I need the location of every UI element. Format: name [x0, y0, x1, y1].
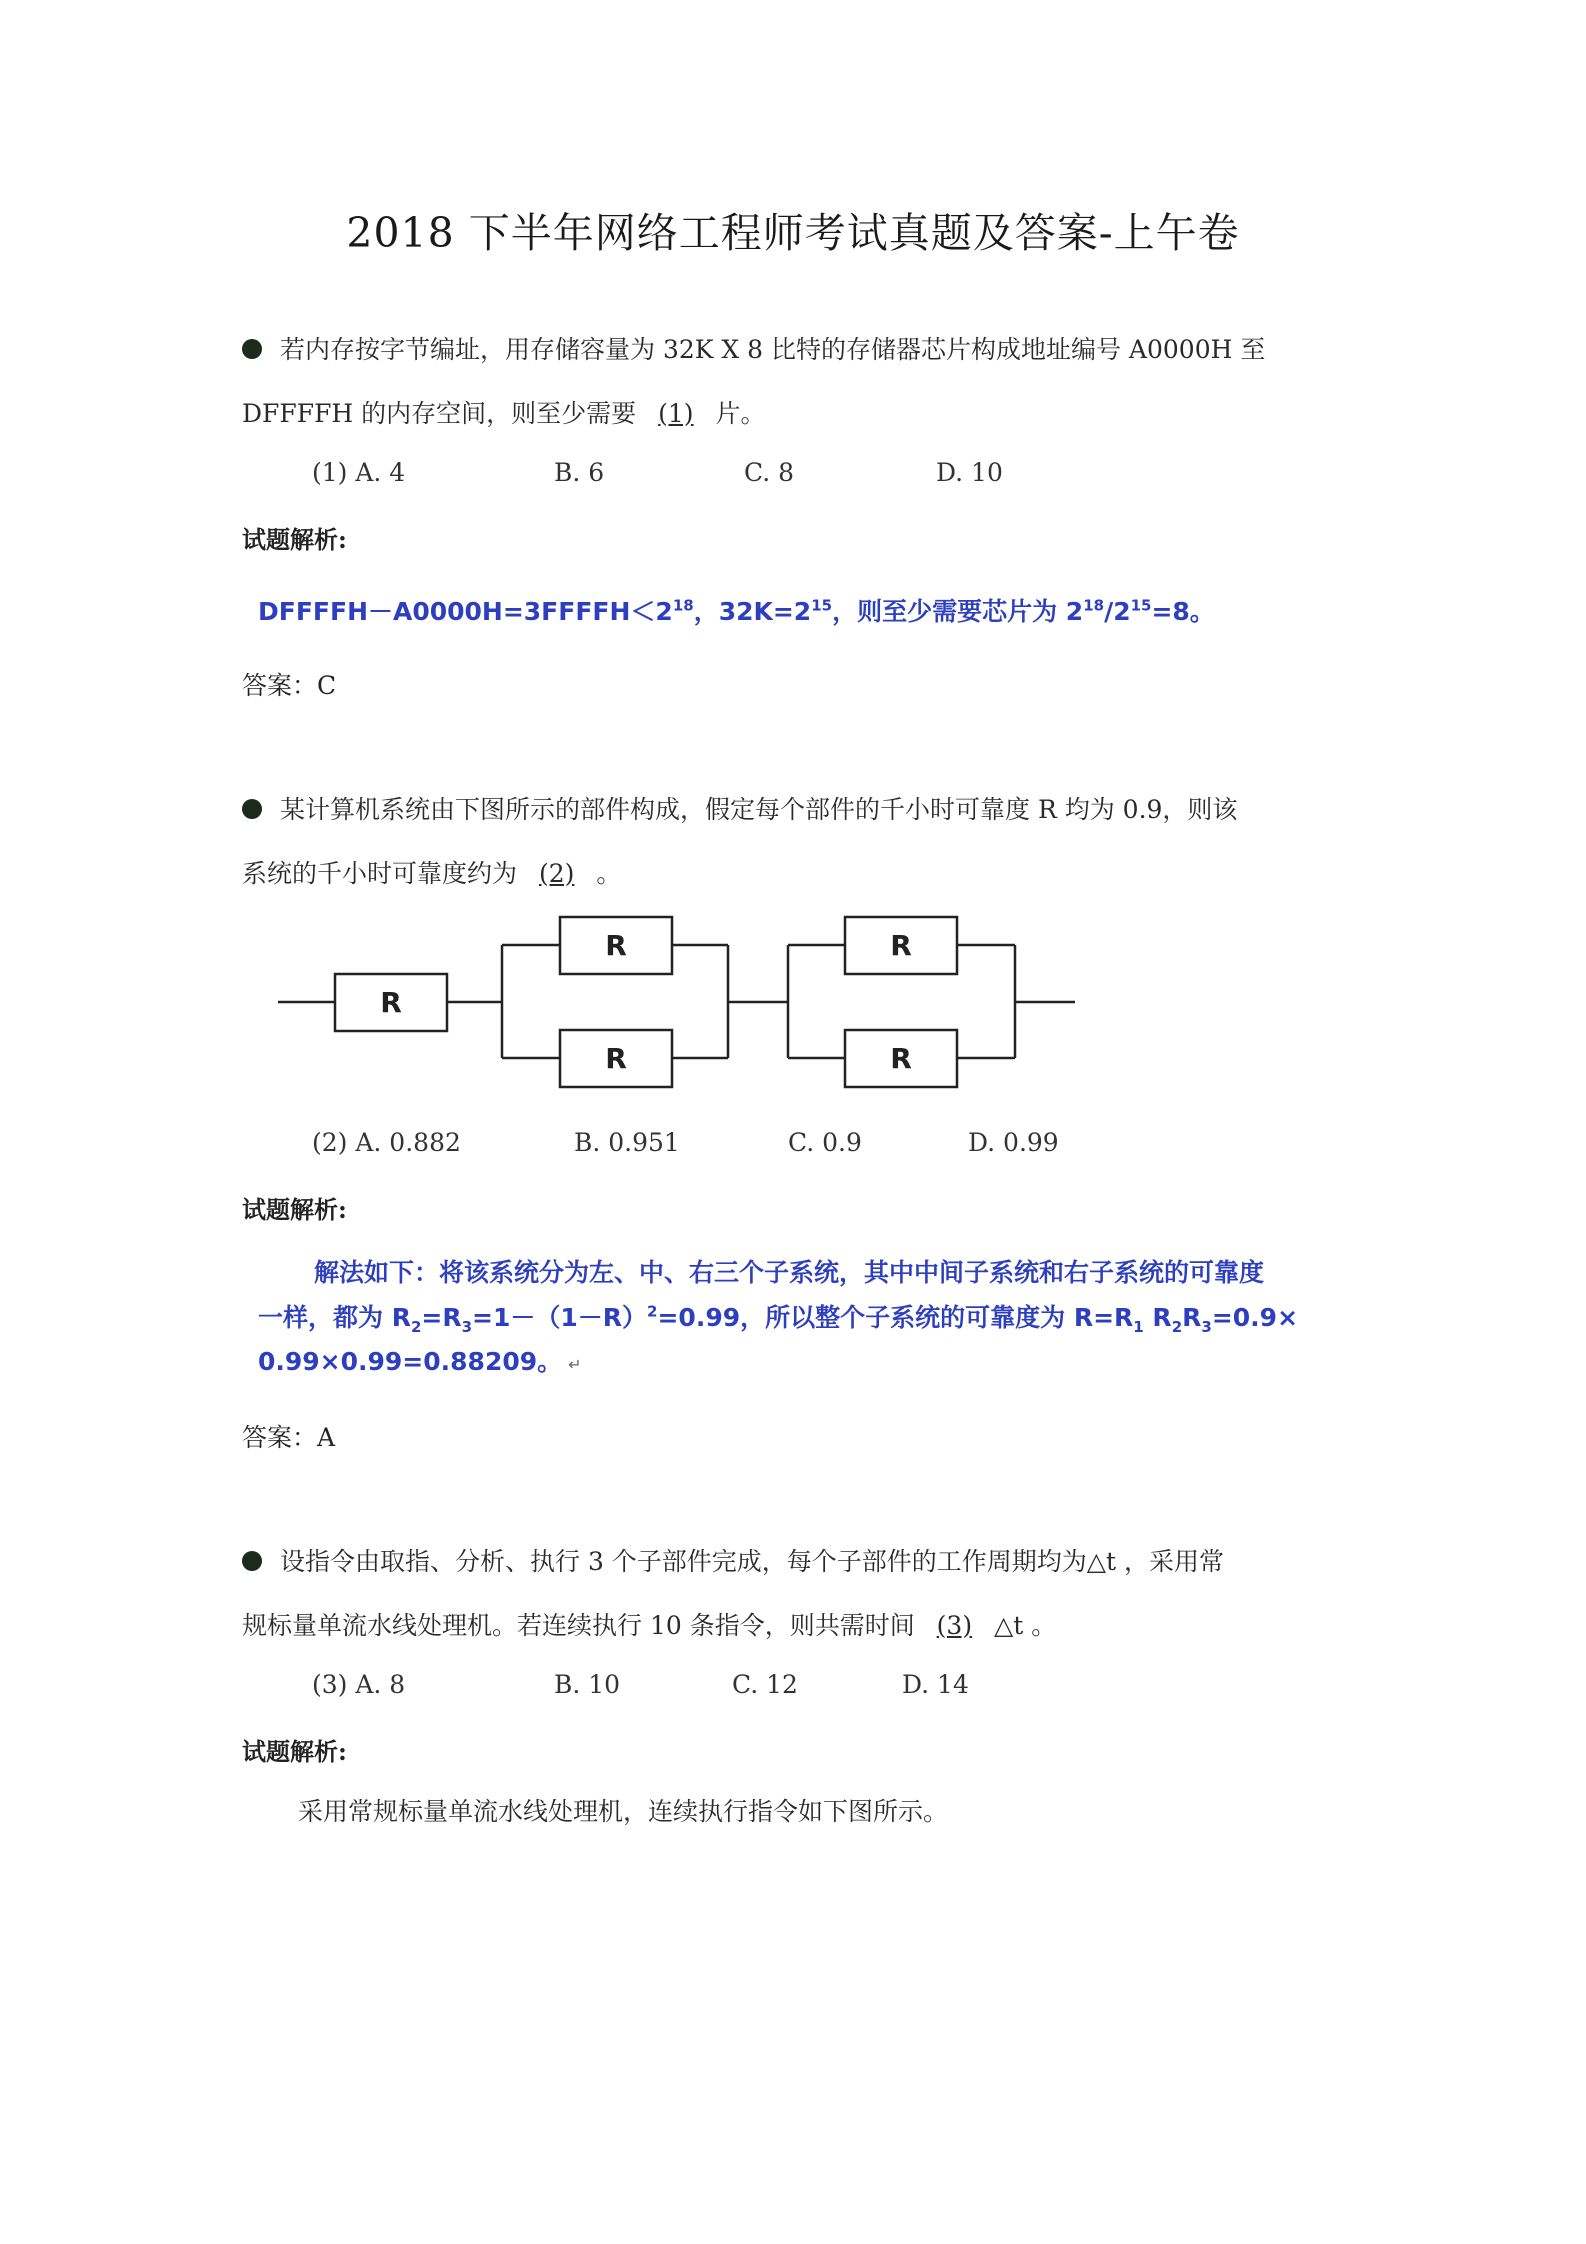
question-1-line-1: [242, 330, 1265, 366]
analysis-2-line-2: 一样，都为 $R_2=R_3=1-(1-R)^2=0.99$，所以整个子系统的可靠度为 $R=R_1$ $R_2R_3=0.9\times$: [258, 1302, 1299, 1336]
analysis-label-3: 试题解析:: [242, 1737, 347, 1766]
option-a: (1) A. 4: [312, 458, 406, 487]
option-b: B. 0.951: [574, 1128, 680, 1157]
question-3-line-2: 规标量单流水线处理机。若连续执行 10 条指令，则共需时间 (3) △t 。: [242, 1611, 1057, 1640]
bullet-icon: [242, 1551, 262, 1571]
question-3-line-1: [242, 1542, 1224, 1578]
option-c: C. 12: [732, 1670, 798, 1699]
r-label: R: [380, 986, 402, 1019]
answer-blank-1: (1): [658, 399, 694, 428]
option-c: C. 8: [744, 458, 795, 487]
r-label: R: [605, 929, 627, 962]
answer-blank-3: (3): [936, 1611, 973, 1640]
option-d: D. 14: [902, 1670, 969, 1699]
r-label: R: [605, 1042, 627, 1075]
r-label: R: [890, 929, 912, 962]
option-b: B. 6: [554, 458, 605, 487]
analysis-2-line-1: 解法如下：将该系统分为左、中、右三个子系统，其中中间子系统和右子系统的可靠度: [314, 1258, 1265, 1287]
analysis-label-2: 试题解析:: [242, 1195, 347, 1224]
bullet-icon: [242, 339, 262, 359]
question-1-text: 若内存按字节编址，用存储容量为 32K X 8 比特的存储器芯片构成地址编号 A0000H 至: [280, 335, 1266, 364]
question-2-text: 某计算机系统由下图所示的部件构成，假定每个部件的千小时可靠度 R 均为 0.9，则该: [280, 795, 1238, 824]
page-title: 2018 下半年网络工程师考试真题及答案-上午卷: [346, 209, 1240, 257]
analysis-1: $DFFFFH-A0000H=3FFFFH<2^{18}$，$32K=2^{15}$，则至少需要芯片为 $2^{18}/2^{15}=8$。: [258, 596, 1215, 626]
question-2-line-2: 系统的千小时可靠度约为 (2) 。: [242, 859, 622, 888]
option-d: D. 0.99: [968, 1128, 1059, 1157]
answer-2: 答案：A: [242, 1423, 336, 1452]
option-c: C. 0.9: [788, 1128, 862, 1157]
analysis-2-line-3: 0.99×0.99=0.88209。 ↵: [258, 1347, 582, 1376]
analysis-label-1: 试题解析:: [242, 525, 347, 554]
answer-1: 答案：C: [242, 671, 337, 700]
return-mark-icon: ↵: [568, 1355, 582, 1374]
option-d: D. 10: [936, 458, 1003, 487]
option-b: B. 10: [554, 1670, 621, 1699]
option-a: (2) A. 0.882: [312, 1128, 461, 1157]
question-1-line-2: DFFFFH 的内存空间，则至少需要 (1) 片。: [242, 399, 766, 428]
question-3-text: 设指令由取指、分析、执行 3 个子部件完成，每个子部件的工作周期均为△t ，采用常: [280, 1547, 1225, 1576]
question-2-line-1: [242, 790, 1237, 826]
reliability-diagram: [270, 900, 1090, 1100]
answer-blank-2: (2): [538, 859, 575, 888]
analysis-3-text: 采用常规标量单流水线处理机，连续执行指令如下图所示。: [298, 1797, 949, 1826]
r-label: R: [890, 1042, 912, 1075]
option-a: (3) A. 8: [312, 1670, 406, 1699]
bullet-icon: [242, 799, 262, 819]
